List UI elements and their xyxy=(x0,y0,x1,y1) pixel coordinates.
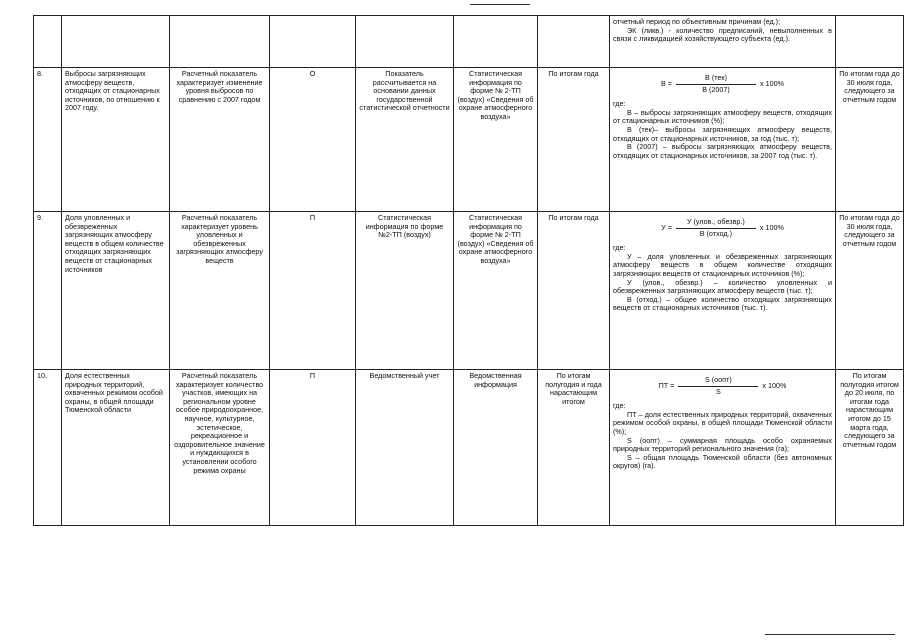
formula-numerator: S (оопт) xyxy=(705,375,732,384)
formula xyxy=(613,218,832,238)
definition: ПТ – доля естественных природных территорий, охваченных режимом особой охраны, в общей площади Тюменской области (%); xyxy=(613,409,832,436)
data-source: Статистическая информация по форме № 2-ТП (воздух) «Сведения об охране атмосферного воздуха» xyxy=(454,212,538,370)
frequency: По итогам года xyxy=(538,212,610,370)
formula-denominator: В (2007) xyxy=(702,84,730,94)
calc-method: Показатель рассчитывается на основании данных государственной статистической отчетности xyxy=(356,68,454,212)
continuation-text: отчетный период по объективным причинам (ед.); xyxy=(613,17,781,26)
indicators-table xyxy=(33,15,904,526)
data-source: Статистическая информация по форме № 2-ТП (воздух) «Сведения об охране атмосферного воздуха» xyxy=(454,68,538,212)
formula-lhs: У = xyxy=(661,222,672,232)
reporting-deadline: По итогам полугодия итогом до 20 июля, по итогам года нарастающим итогом до 15 марта года, следующего за отчетным годом xyxy=(836,370,904,526)
definition: S – общая площадь Тюменской области (без автономных округов) (га). xyxy=(613,452,832,471)
definition: В (отход.) – общее количество отходящих загрязняющих веществ от стационарных источников (тыс. т). xyxy=(613,294,832,313)
row-number: 9. xyxy=(34,212,62,370)
indicator-type: Расчетный показатель характеризует изменение уровня выбросов по сравнению с 2007 годом xyxy=(170,68,270,212)
indicator-type: Расчетный показатель характеризует уровень уловленных и обезвреженных загрязняющих атмосферу веществ xyxy=(170,212,270,370)
formula-lhs: В = xyxy=(661,78,672,88)
indicator-name: Доля уловленных и обезвреженных загрязняющих атмосферу веществ в общем количестве отходящих загрязняющих веществ от стационарных источников xyxy=(62,212,170,370)
frequency: По итогам полугодия и года нарастающим итогом xyxy=(538,370,610,526)
scan-mark-top xyxy=(470,4,530,5)
formula xyxy=(613,74,832,94)
formula-numerator: В (тек) xyxy=(705,73,727,82)
definition: У (улов., обезвр.) – количество уловленных и обезвреженных загрязняющих атмосферу веществ (тыс. т); xyxy=(613,277,832,296)
formula-cell xyxy=(610,68,836,212)
formula xyxy=(613,376,832,396)
indicator-name: Выбросы загрязняющих атмосферу веществ, отходящих от стационарных источников, по отношению к 2007 году. xyxy=(62,68,170,212)
formula-rhs: х 100% xyxy=(762,380,787,390)
continuation-text: ЭК (ликв.) - количество предписаний, невыполненных в связи с ликвидацией хозяйствующего субъекта (ед.). xyxy=(613,25,832,44)
calc-method: Статистическая информация по форме №2-ТП (воздух) xyxy=(356,212,454,370)
where-label: где: xyxy=(613,99,626,109)
row-number: 8. xyxy=(34,68,62,212)
formula-rhs: х 100% xyxy=(759,222,784,232)
definition: В – выбросы загрязняющих атмосферу веществ, отходящих от стационарных источников (%); xyxy=(613,107,832,126)
where-label: где: xyxy=(613,401,626,411)
indicator-code: П xyxy=(270,212,356,370)
data-source: Ведомственная информация xyxy=(454,370,538,526)
formula-numerator: У (улов., обезвр.) xyxy=(686,217,745,226)
indicator-code: П xyxy=(270,370,356,526)
table-row xyxy=(34,68,904,212)
formula-rhs: х 100% xyxy=(760,78,784,88)
indicator-name: Доля естественных природных территорий, охваченных режимом особой охраны, в общей площади Тюменской области xyxy=(62,370,170,526)
reporting-deadline: По итогам года до 30 июля года, следующего за отчетным годом xyxy=(836,68,904,212)
row-number: 10. xyxy=(34,370,62,526)
formula-denominator: В (отход.) xyxy=(699,228,733,238)
formula-cell xyxy=(610,212,836,370)
where-label: где: xyxy=(613,243,626,253)
continuation-cell xyxy=(610,16,836,68)
indicator-type: Расчетный показатель характеризует количество участков, имеющих на региональном уровне особое природоохранное, научное, культурное, эстетическое, рекреационное и оздоровительное значение и нуждающихся в установлении особого режима охраны xyxy=(170,370,270,526)
frequency: По итогам года xyxy=(538,68,610,212)
table-row-continuation xyxy=(34,16,904,68)
definition: В (2007) – выбросы загрязняющих атмосферу веществ, отходящих от стационарных источников, за 2007 год (тыс. т). xyxy=(613,142,832,160)
table-row xyxy=(34,370,904,526)
scan-mark-bottom xyxy=(765,634,895,635)
reporting-deadline: По итогам года до 30 июля года, следующего за отчетным годом xyxy=(836,212,904,370)
table-row xyxy=(34,212,904,370)
formula-cell xyxy=(610,370,836,526)
formula-lhs: ПТ = xyxy=(658,380,675,390)
calc-method: Ведомственный учет xyxy=(356,370,454,526)
definition: В (тек)– выбросы загрязняющих атмосферу веществ, отходящих от стационарных источников, за год (тыс. т); xyxy=(613,124,832,143)
definition: У – доля уловленных и обезвреженных загрязняющих атмосферу веществ в общем количестве отходящих загрязняющих веществ от стационарных источников (%); xyxy=(613,251,832,278)
formula-denominator: S xyxy=(715,386,721,396)
definition: S (оопт) – суммарная площадь особо охраняемых природных территорий регионального значения (га); xyxy=(613,435,832,454)
indicator-code: О xyxy=(270,68,356,212)
